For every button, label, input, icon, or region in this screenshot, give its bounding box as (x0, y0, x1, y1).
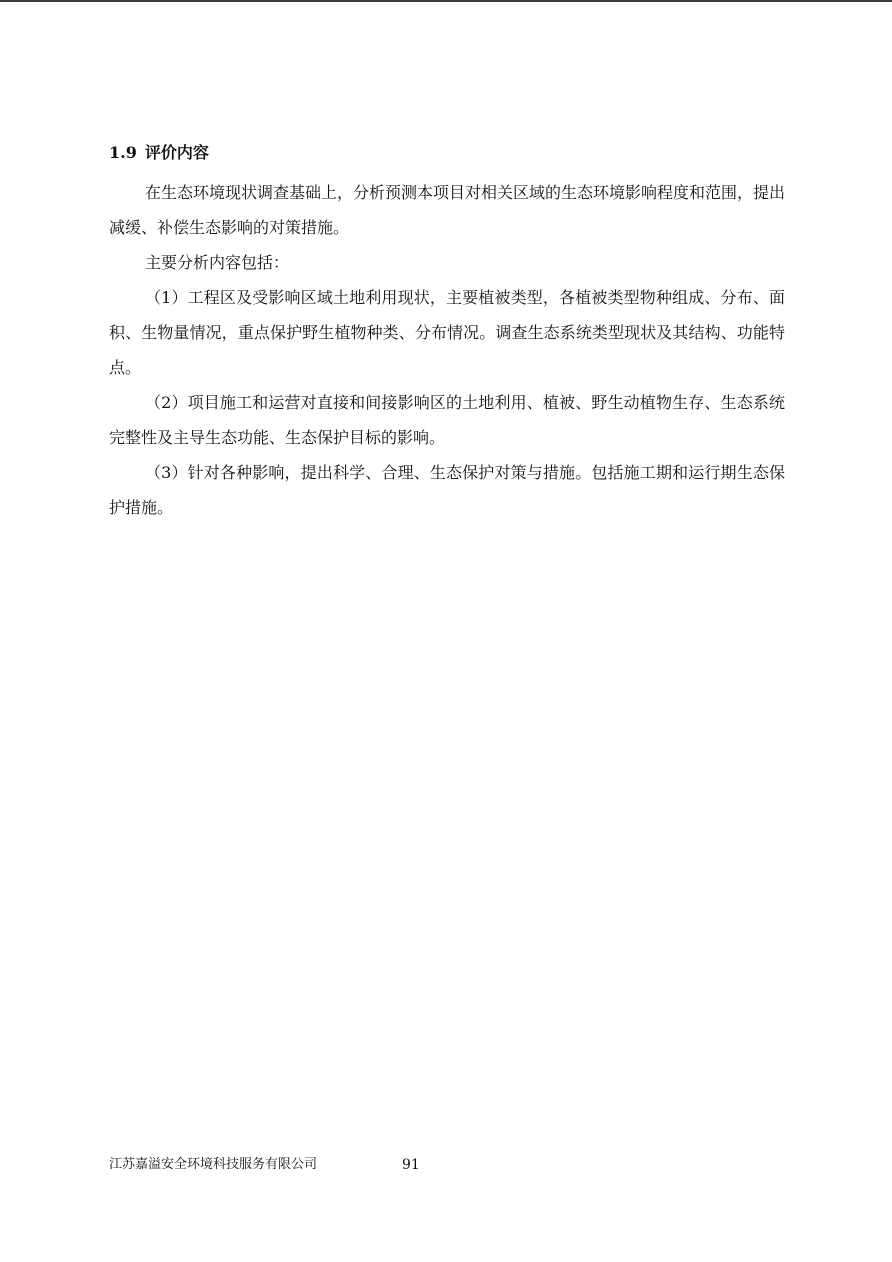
paragraph-item-3: （3）针对各种影响，提出科学、合理、生态保护对策与措施。包括施工期和运行期生态保护措施。 (109, 463, 785, 517)
section-number: 1.9 (109, 143, 137, 162)
page-number: 91 (402, 1157, 420, 1173)
paragraph-item-2: （2）项目施工和运营对直接和间接影响区的土地利用、植被、野生动植物生存、生态系统完整性及主导生态功能、生态保护目标的影响。 (109, 393, 785, 447)
page-body (109, 141, 785, 525)
paragraph-lead: 主要分析内容包括： (145, 253, 290, 272)
section-title: 评价内容 (144, 143, 209, 162)
top-border-line (0, 0, 892, 2)
page-footer (109, 1155, 785, 1175)
paragraph-intro: 在生态环境现状调查基础上，分析预测本项目对相关区域的生态环境影响程度和范围，提出减缓、补偿生态影响的对策措施。 (109, 183, 786, 237)
footer-company-name: 江苏嘉溢安全环境科技服务有限公司 (109, 1157, 318, 1172)
section-heading (109, 141, 785, 165)
paragraph-item-1: （1）工程区及受影响区域土地利用现状，主要植被类型，各植被类型物种组成、分布、面积、生物量情况，重点保护野生植物种类、分布情况。调查生态系统类型现状及其结构、功能特点。 (109, 288, 785, 377)
